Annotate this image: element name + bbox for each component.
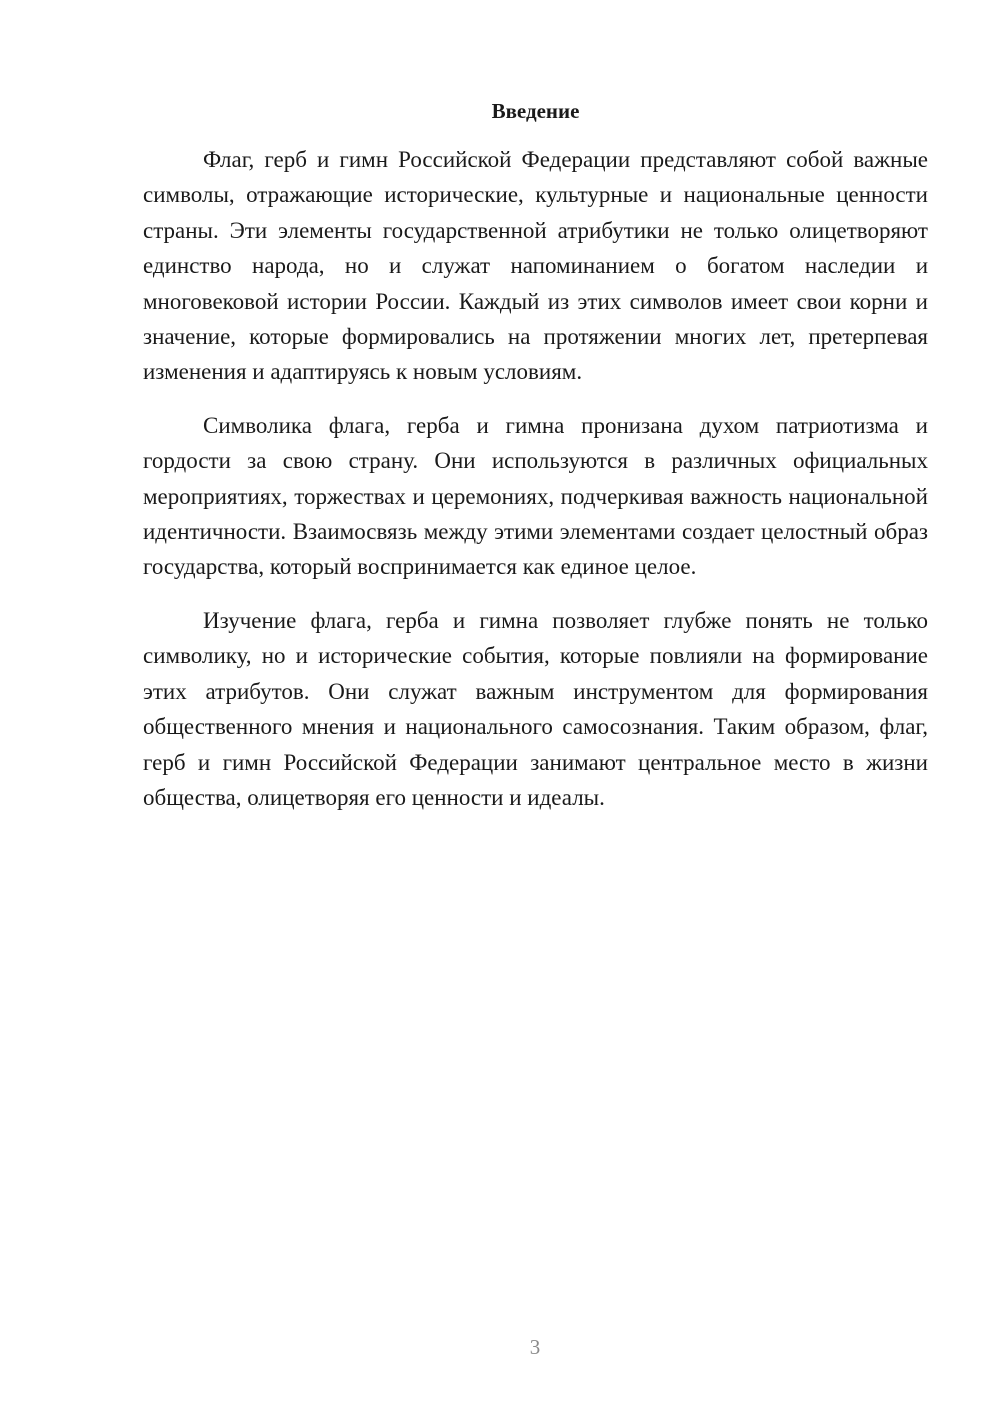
paragraph-2: Символика флага, герба и гимна пронизана духом патриотизма и гордости за свою страну. Они используются в различных официальных мероприятиях, торжествах и церемониях, подчеркивая важность национальной идентичности. Взаимосвязь между этими элементами создает целостный образ государства, который воспринимается как единое целое. — [143, 412, 928, 580]
section-title: Введение — [491, 99, 580, 123]
paragraph-1: Флаг, герб и гимн Российской Федерации представляют собой важные символы, отражающие исторические, культурные и национальные ценности страны. Эти элементы государственной атрибутики не только олицетворяют единство народа, но и служат напоминанием о богатом наследии и многовековой истории России. Каждый из этих символов имеет свои корни и значение, которые формировались на протяжении многих лет, претерпевая изменения и адаптируясь к новым условиям. — [143, 147, 928, 385]
body-text — [143, 142, 928, 833]
paragraph-3: Изучение флага, герба и гимна позволяет глубже понять не только символику, но и исторические события, которые повлияли на формирование этих атрибутов. Они служат важным инструментом для формирования общественного мнения и национального самосознания. Таким образом, флаг, герб и гимн Российской Федерации занимают центральное место в жизни общества, олицетворяя его ценности и идеалы. — [143, 607, 928, 810]
page-number: 3 — [529, 1335, 541, 1359]
